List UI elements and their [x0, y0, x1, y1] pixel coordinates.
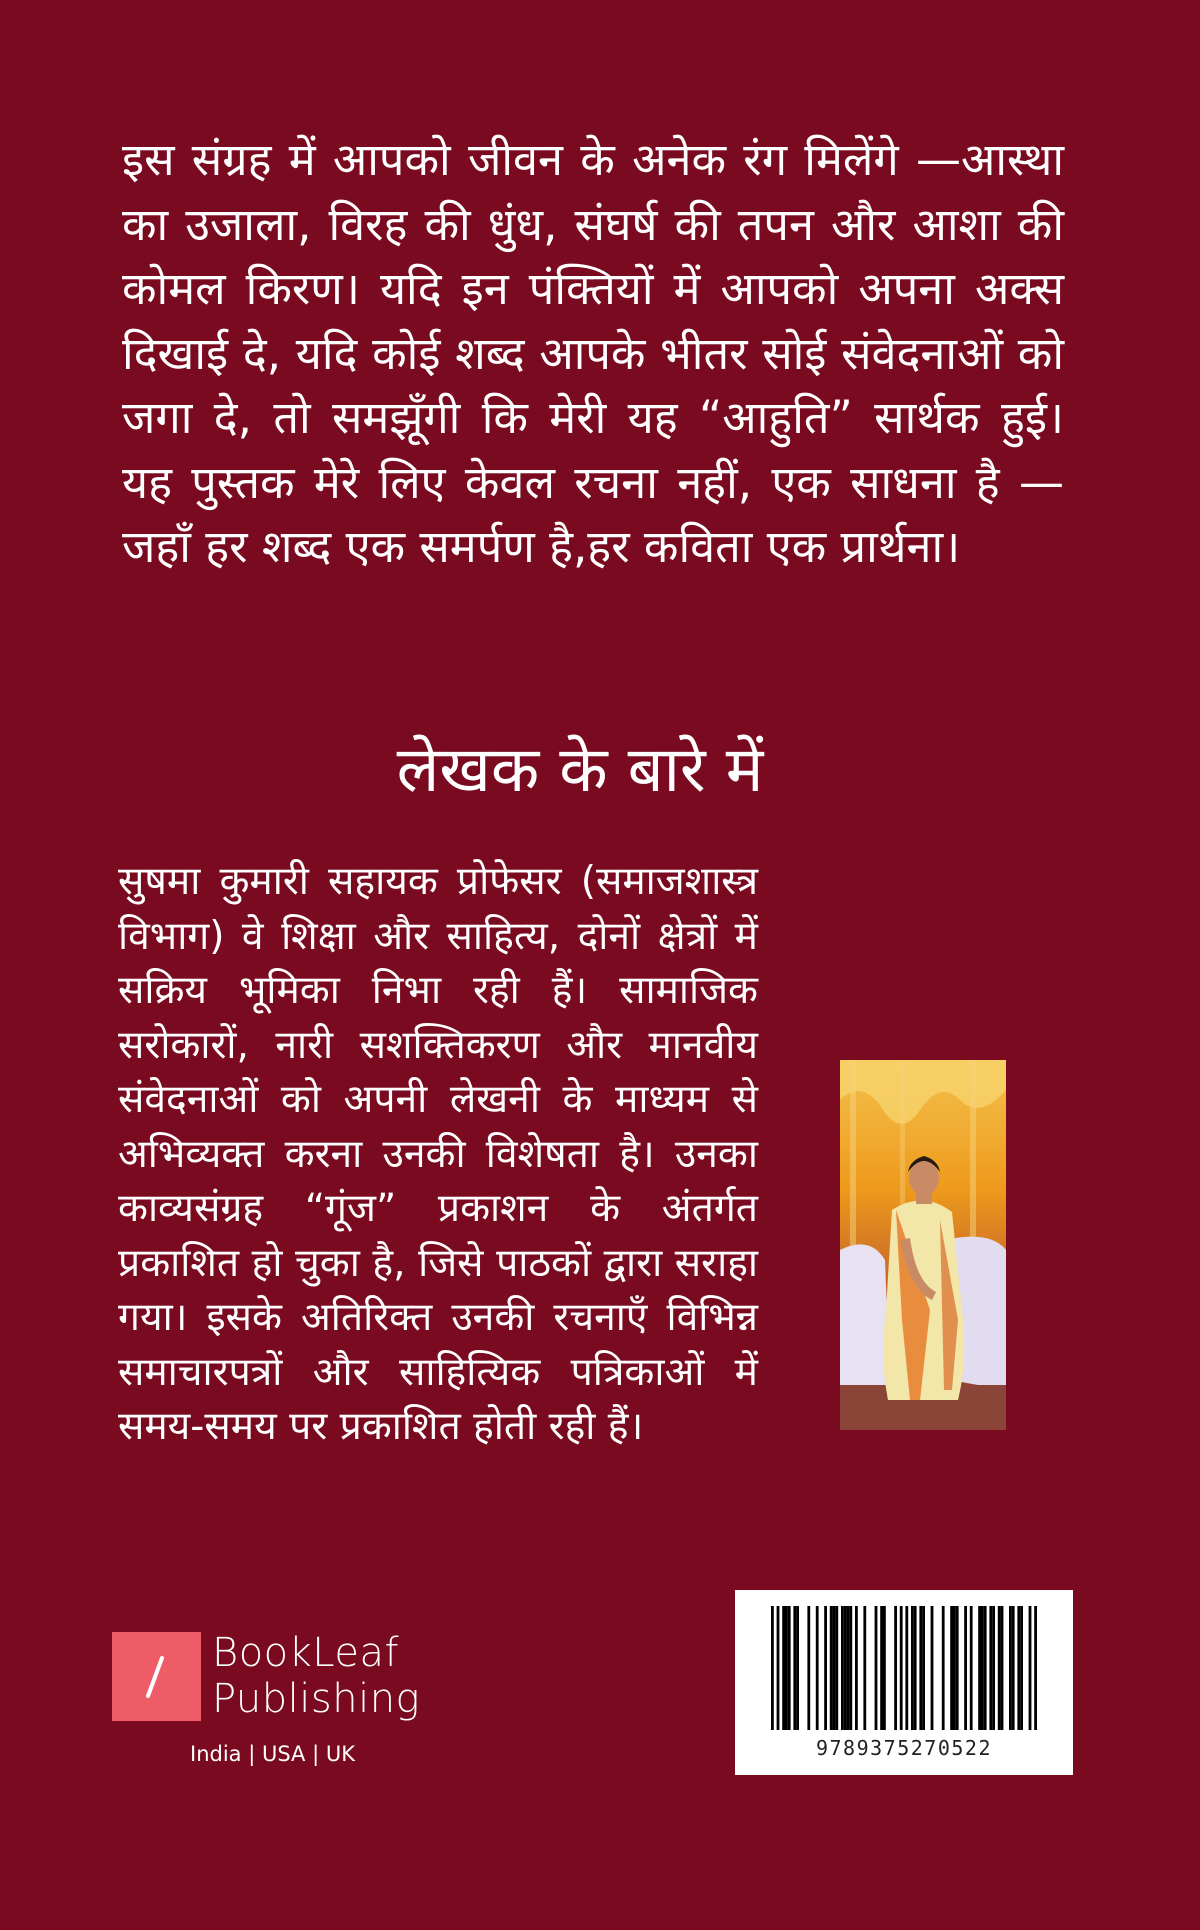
- barcode-bar: [931, 1606, 934, 1730]
- barcode-bar: [1012, 1606, 1015, 1730]
- barcode-bar: [970, 1606, 973, 1730]
- barcode-bar: [1017, 1606, 1020, 1730]
- barcode-bar: [844, 1606, 847, 1730]
- barcode-bar: [841, 1606, 844, 1730]
- barcode-bar: [830, 1606, 833, 1730]
- barcode-bar: [953, 1606, 956, 1730]
- publisher-logo: [112, 1630, 472, 1780]
- about-author-heading: लेखक के बारे में: [396, 733, 764, 806]
- publisher-name: [212, 1630, 420, 1722]
- barcode-bar: [777, 1606, 780, 1730]
- publisher-name-line2: Publishing: [212, 1676, 421, 1722]
- barcode-bar: [919, 1606, 922, 1730]
- barcode-bar: [875, 1606, 878, 1730]
- barcode-bar: [796, 1606, 799, 1730]
- barcode-bar: [981, 1606, 984, 1730]
- barcode-bar: [914, 1606, 917, 1730]
- barcode-bar: [788, 1606, 791, 1730]
- barcode-bar: [1009, 1606, 1012, 1730]
- publisher-regions: India | USA | UK: [190, 1742, 355, 1766]
- barcode-bar: [807, 1606, 810, 1730]
- barcode-bar: [942, 1606, 945, 1730]
- barcode-bars: [735, 1590, 1073, 1735]
- barcode-bar: [847, 1606, 850, 1730]
- blurb-text: इस संग्रह में आपको जीवन के अनेक रंग मिलेंगे —आस्था का उजाला, विरह की धुंध, संघर्ष की तपन और आशा की कोमल किरण। यदि इन पंक्तियों में आपको अपना अक्स दिखाई दे, यदि कोई शब्द आपके भीतर सोई संवेदनाओं को जगा दे, तो समझूँगी कि मेरी यह “आहुति” सार्थक हुई। यह पुस्तक मेरे लिए केवल रचना नहीं, एक साधना है —जहाँ हर शब्द एक समर्पण है,हर कविता एक प्रार्थना।: [122, 133, 1064, 573]
- barcode-bar: [911, 1606, 914, 1730]
- barcode-bar: [964, 1606, 967, 1730]
- barcode-bar: [989, 1606, 992, 1730]
- barcode-bar: [978, 1606, 981, 1730]
- barcode-bar: [816, 1606, 819, 1730]
- barcode-bar: [855, 1606, 858, 1730]
- barcode-bar: [880, 1606, 883, 1730]
- barcode-bar: [900, 1606, 903, 1730]
- barcode-bar: [922, 1606, 925, 1730]
- barcode-bar: [883, 1606, 886, 1730]
- barcode-bar: [1029, 1606, 1032, 1730]
- barcode-bar: [782, 1606, 785, 1730]
- barcode-bar: [998, 1606, 1001, 1730]
- publisher-name-line1: BookLeaf: [212, 1630, 400, 1676]
- barcode-bar: [833, 1606, 836, 1730]
- author-photo: [840, 1060, 1006, 1430]
- barcode-bar: [1034, 1606, 1037, 1730]
- barcode-bar: [835, 1606, 838, 1730]
- isbn-number: 9789375270522: [815, 1736, 993, 1760]
- barcode-bar: [956, 1606, 959, 1730]
- barcode-bar: [984, 1606, 987, 1730]
- barcode-bar: [1020, 1606, 1023, 1730]
- barcode-bar: [824, 1606, 827, 1730]
- slash-mark-icon: [112, 1632, 201, 1721]
- barcode-bar: [771, 1606, 774, 1730]
- barcode-bar: [894, 1606, 897, 1730]
- barcode-bar: [785, 1606, 788, 1730]
- barcode-bar: [950, 1606, 953, 1730]
- isbn-barcode: [735, 1590, 1073, 1775]
- barcode-bar: [992, 1606, 995, 1730]
- barcode-bar: [793, 1606, 796, 1730]
- barcode-bar: [849, 1606, 852, 1730]
- author-bio-text: सुषमा कुमारी सहायक प्रोफेसर (समाजशास्त्र विभाग) वे शिक्षा और साहित्य, दोनों क्षेत्रों में सक्रिय भूमिका निभा रही हैं। सामाजिक सरोकारों, नारी सशक्तिकरण और मानवीय संवेदनाओं को अपनी लेखनी के माध्यम से अभिव्यक्त करना उनकी विशेषता है। उनका काव्यसंग्रह “गूंज” प्रकाशन के अंतर्गत प्रकाशित हो चुका है, जिसे पाठकों द्वारा सराहा गया। इसके अतिरिक्त उनकी रचनाएँ विभिन्न समाचारपत्रों और साहित्यिक पत्रिकाओं में समय-समय पर प्रकाशित होती रही हैं।: [118, 859, 758, 1449]
- barcode-bar: [905, 1606, 908, 1730]
- barcode-bar: [863, 1606, 866, 1730]
- barcode-bar: [1001, 1606, 1004, 1730]
